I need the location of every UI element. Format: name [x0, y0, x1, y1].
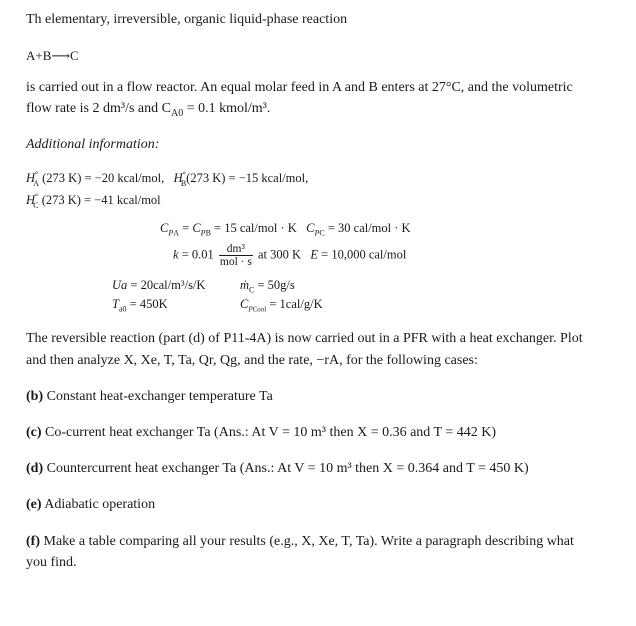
- rate-constant-units: $\frac{\text{dm³}}{\text{mol · s}}$: [219, 243, 252, 268]
- part-f: (f) Make a table comparing all your results (e.g., X, Xe, T, Ta). Write a paragraph describing what: [26, 534, 574, 549]
- reaction-equation: [26, 45, 79, 67]
- part-d: (d) Countercurrent heat exchanger Ta (Ans.: At V = 10 m³ then X = 0.364 and T = 450 K): [26, 461, 529, 476]
- part-e: (e) Adiabatic operation: [26, 497, 156, 512]
- reaction-reactants: A+B: [26, 48, 52, 63]
- coolant-mass-flow: ṁ$_C$ = 50g/s: [240, 278, 295, 295]
- reaction-arrow-icon: ⟶: [51, 48, 71, 63]
- additional-info-heading: Additional information:: [26, 137, 160, 152]
- problem-line-1: The reversible reaction (part (d) of P11-4A) is now carried out in a PFR with a heat exchanger. Plot: [26, 331, 583, 346]
- coolant-heat-capacity: $C_{PCool} = 1cal/g/K$: [240, 297, 323, 314]
- intro-line-2: is carried out in a flow reactor. An equal molar feed in A and B enters at 27°C, and the volumetric: [26, 80, 573, 95]
- part-b: (b) Constant heat-exchanger temperature Ta: [26, 389, 273, 404]
- heat-capacity-line: $C_{PA} = C_{PB} = 15$ cal/mol · K $C_{PC} = 30$ cal/mol · K: [160, 221, 411, 238]
- enthalpy-c: $H^\circ_C$ (273 K) = −41 kcal/mol: [26, 192, 161, 210]
- rate-constant-line: k = 0.01 $\frac{\text{dm³}}{\text{mol · s}}$ at 300 K E = 10,000 cal/mol: [173, 243, 407, 268]
- ta0-line: $T_{a0} = 450K$: [112, 297, 168, 314]
- part-c: (c) Co-current heat exchanger Ta (Ans.: At V = 10 m³ then X = 0.36 and T = 442 K): [26, 425, 497, 440]
- intro-line-1: Th elementary, irreversible, organic liquid-phase reaction: [26, 12, 348, 27]
- ua-line: Ua = 20cal/m³/s/K: [112, 278, 206, 292]
- reaction-product: C: [70, 48, 79, 63]
- problem-line-2: and then analyze X, Xe, T, Ta, Qr, Qg, and the rate, −rA, for the following cases:: [26, 353, 478, 368]
- intro-line-3: flow rate is 2 dm³/s and $C_{A0} = 0.1$ kmol/m³.: [26, 101, 271, 119]
- part-f-continued: you find.: [26, 555, 77, 570]
- enthalpy-a-b: $H^\circ_A$ (273 K) = −20 kcal/mol, $H^\circ_B(273$ K) = −15 kcal/mol,: [26, 170, 309, 188]
